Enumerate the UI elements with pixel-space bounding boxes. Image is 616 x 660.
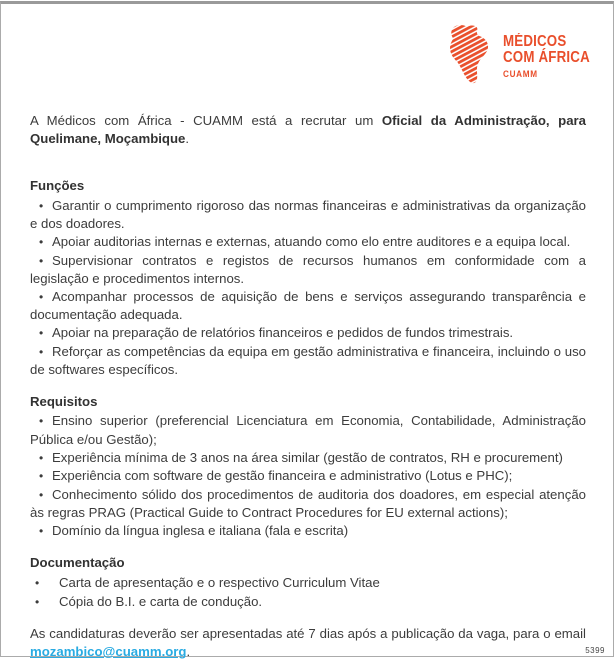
- footer-code: 5399: [585, 646, 605, 655]
- list-item: [30, 233, 586, 252]
- list-item: [30, 593, 586, 612]
- list-item: [30, 288, 586, 324]
- list-item-text: Cópia do B.I. e carta de condução.: [59, 593, 263, 609]
- intro-period: .: [185, 130, 190, 146]
- section-requisitos: [30, 393, 586, 541]
- bullet-icon: •: [39, 253, 44, 268]
- bullet-icon: •: [35, 576, 40, 591]
- list-item: [30, 486, 586, 522]
- africa-map-icon: [445, 24, 497, 84]
- list-item: [30, 324, 586, 343]
- section-title: Documentação: [30, 555, 125, 571]
- list-item: [30, 252, 586, 288]
- bullet-icon: •: [39, 523, 44, 538]
- list-item-text: Apoiar na preparação de relatórios financeiros e pedidos de fundos trimestrais.: [52, 324, 514, 340]
- section-title: Requisitos: [30, 393, 98, 409]
- list-item-text: Experiência mínima de 3 anos na área similar (gestão de contratos, RH e procurement): [52, 449, 563, 465]
- list-item-text: Apoiar auditorias internas e externas, atuando como elo entre auditores e a equipa local.: [52, 233, 571, 249]
- list-item: [30, 574, 586, 593]
- list-item-text: Carta de apresentação e o respectivo Curriculum Vitae: [59, 575, 380, 591]
- bullet-icon: •: [39, 487, 44, 502]
- job-title: Oficial da Administração, para Quelimane, Moçambique: [30, 113, 587, 146]
- intro-text: A Médicos com África - CUAMM está a recrutar um: [30, 113, 382, 128]
- bullet-icon: •: [39, 234, 44, 249]
- list-item: [30, 449, 586, 468]
- list-item-text: Reforçar as competências da equipa em gestão administrativa e financeira, incluindo o uso de softwares específicos.: [30, 343, 586, 378]
- list-item-text: Supervisionar contratos e registos de recursos humanos em conformidade com a legislação e procedimentos internos.: [30, 252, 586, 287]
- list-item: [30, 197, 586, 233]
- list-item: [30, 467, 586, 486]
- logo-title-line1: MÉDICOS: [502, 33, 567, 50]
- section-documentacao: [30, 554, 586, 611]
- list-item-text: Experiência com software de gestão financeira e administrativo (Lotus e PHC);: [52, 468, 513, 484]
- bullet-icon: •: [39, 325, 44, 340]
- logo-title-line2: COM ÁFRICA: [502, 49, 590, 66]
- list-item: [30, 412, 586, 448]
- bullet-icon: •: [39, 198, 44, 213]
- sections-container: [30, 177, 586, 611]
- list-item-text: Acompanhar processos de aquisição de bens e serviços assegurando transparência e documentação adequada.: [30, 288, 586, 323]
- list-item-text: Domínio da língua inglesa e italiana (fala e escrita): [52, 522, 349, 538]
- email-link[interactable]: mozambico@cuamm.org: [30, 643, 187, 659]
- cuamm-logo: [445, 24, 604, 84]
- bullet-icon: •: [39, 289, 44, 304]
- list-item-text: Ensino superior (preferencial Licenciatura em Economia, Contabilidade, Administração Pública e/ou Gestão);: [30, 413, 586, 447]
- document-body: [30, 112, 586, 660]
- list-item: [30, 343, 586, 379]
- closing-period: .: [186, 643, 191, 659]
- list-item-text: Garantir o cumprimento rigoroso das normas financeiras e administrativas da organização e dos doadores.: [30, 197, 586, 232]
- section-title: Funções: [30, 178, 85, 194]
- bullet-icon: •: [39, 469, 44, 484]
- list-item: [30, 522, 586, 541]
- bullet-icon: •: [39, 414, 44, 429]
- closing-text: As candidaturas deverão ser apresentadas até 7 dias após a publicação da vaga, para o email: [30, 626, 586, 642]
- closing-paragraph: [30, 625, 586, 660]
- list-item-text: Conhecimento sólido dos procedimentos de auditoria dos doadores, em especial atenção às regras PRAG (Practical Guide to Contract Procedures for EU external actions);: [30, 486, 586, 521]
- bullet-icon: •: [39, 344, 44, 359]
- section-funcoes: [30, 177, 586, 379]
- bullet-icon: •: [39, 450, 44, 465]
- logo-wordmark: [503, 24, 590, 80]
- intro-paragraph: [30, 112, 586, 147]
- bullet-icon: •: [35, 594, 40, 609]
- logo-subtitle: CUAMM: [502, 69, 538, 80]
